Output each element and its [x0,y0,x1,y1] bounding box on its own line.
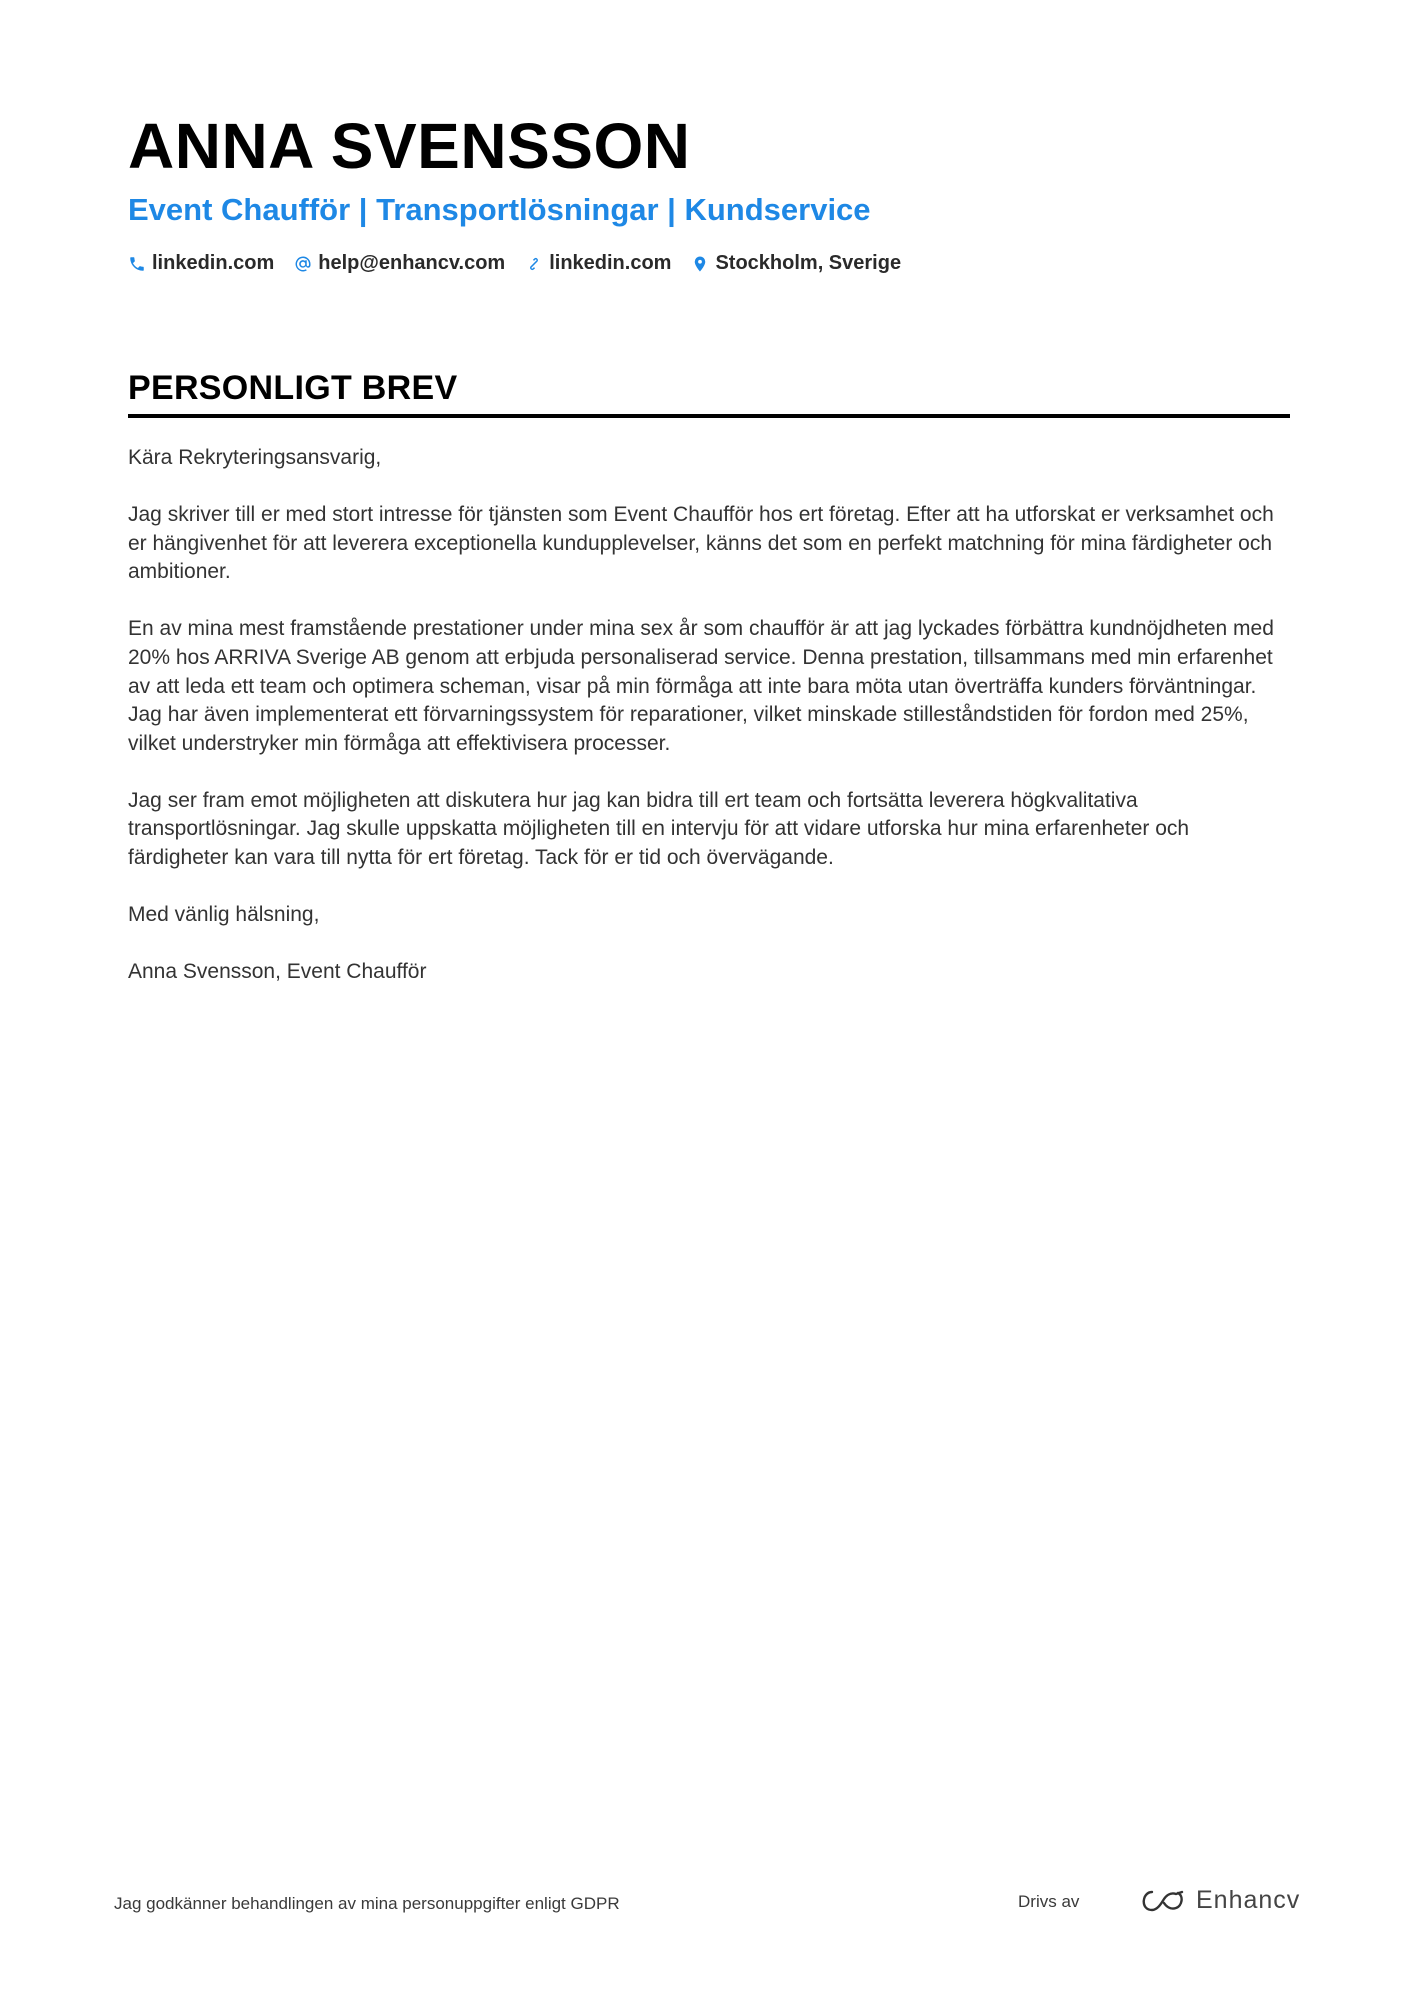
letter-body [128,444,1290,987]
gdpr-consent-text: Jag godkänner behandlingen av mina personuppgifter enligt GDPR [114,1894,620,1913]
phone-icon [128,255,146,273]
at-icon [294,255,312,273]
location-pin-icon [691,255,709,273]
enhancv-logo-icon [1138,1888,1186,1914]
letter-greeting: Kära Rekryteringsansvarig, [128,446,382,469]
brand-name: Enhancv [1196,1886,1301,1914]
section-divider [128,414,1290,418]
contact-phone[interactable] [128,252,274,275]
contact-location-label: Stockholm, Sverige [715,252,902,274]
contact-email-label: help@enhancv.com [318,252,506,274]
candidate-name: ANNA SVENSSON [128,110,691,182]
candidate-title: Event Chaufför | Transportlösningar | Kundservice [128,192,871,227]
contact-location [691,252,901,275]
contact-phone-label: linkedin.com [152,252,275,274]
powered-by-label: Drivs av [1018,1892,1080,1911]
letter-closing: Med vänlig hälsning, [128,903,320,927]
section-title: PERSONLIGT BREV [128,369,458,407]
letter-section [128,366,1290,1015]
contact-bar [128,252,1290,275]
letter-paragraph: Jag ser fram emot möjligheten att diskutera hur jag kan bidra till ert team och fortsätta leverera högkvalitativa transportlösningar. Jag skulle uppskatta möjligheten till en intervju för att vidare utforska hur mina erfarenheter och färdigheter kan vara till nytta för ert företag. Tack för er tid och övervägande. [128,788,1190,870]
link-icon [525,255,543,273]
letter-signature: Anna Svensson, Event Chaufför [128,960,427,984]
letter-paragraph: En av mina mest framstående prestationer under mina sex år som chaufför är att jag lyckades förbättra kundnöjdheten med 20% hos ARRIVA Sverige AB genom att erbjuda personaliserad service. Denna prestation, tillsammans med min erfarenhet av att leda ett team och optimera scheman, visar på min förmåga att inte bara möta utan överträffa kunders förväntningar. Jag har även implementerat ett förvarningssystem för reparationer, vilket minskade stilleståndstiden för fordon med 25%, vilket understryker min förmåga att effektivisera processer. [128,617,1274,755]
contact-linkedin-label: linkedin.com [549,252,672,274]
contact-email[interactable] [294,252,505,275]
footer [114,1886,1301,1922]
header [128,108,1290,275]
contact-linkedin[interactable] [525,252,671,275]
letter-paragraph: Jag skriver till er med stort intresse för tjänsten som Event Chaufför hos ert företag. Efter att ha utforskat er verksamhet och er hängivenhet för att leverera exceptionella kundupplevelser, känns det som en perfekt matchning för mina färdigheter och ambitioner. [128,503,1274,584]
brand-logo[interactable] [1138,1886,1300,1915]
